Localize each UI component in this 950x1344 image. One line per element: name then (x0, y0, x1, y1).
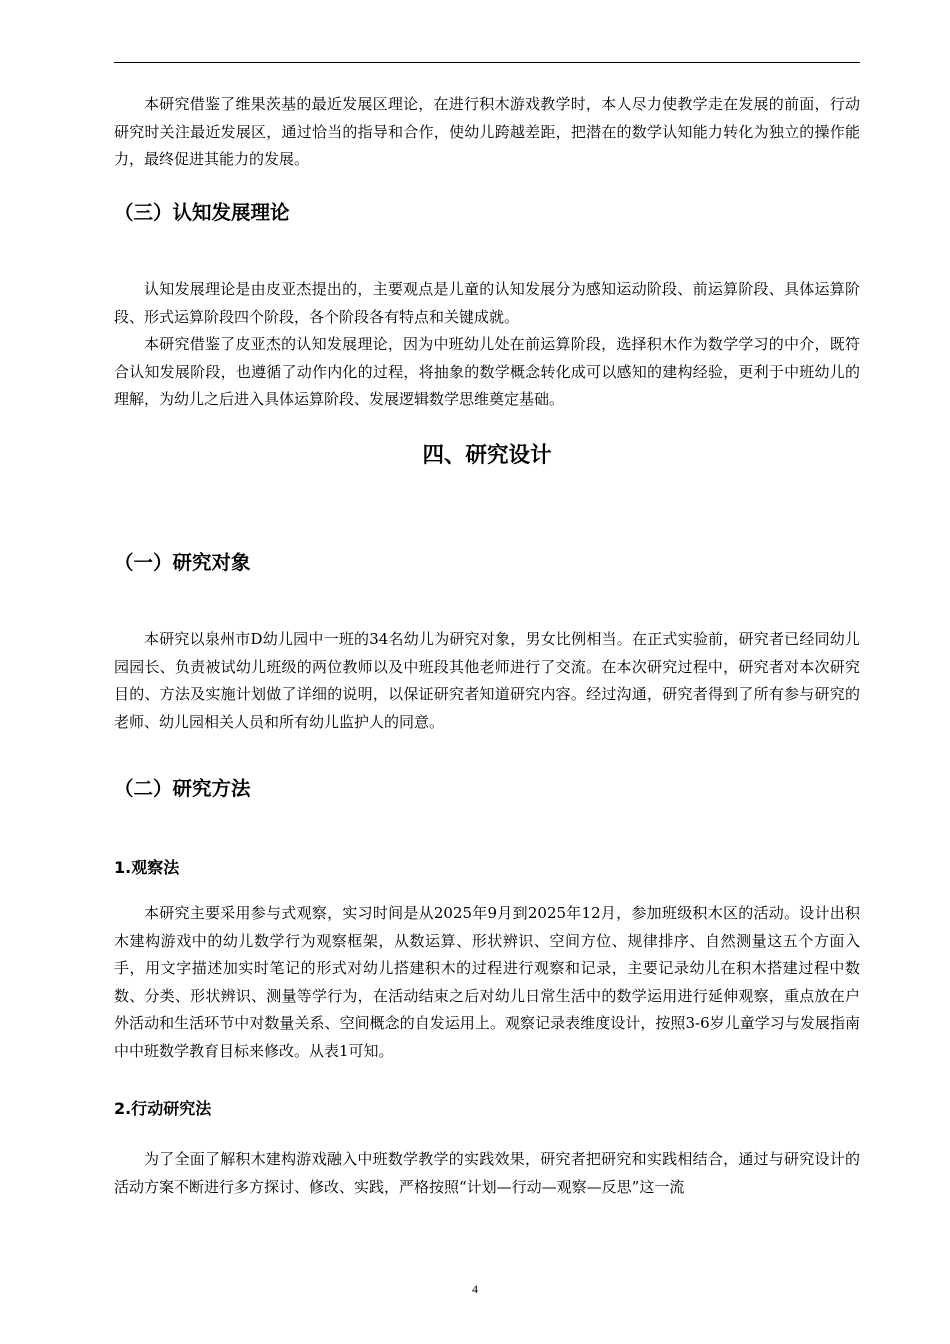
paragraph-action-research (114, 1146, 860, 1201)
heading-text: （三）认知发展理论 (114, 201, 290, 224)
chapter-heading-research-design (114, 442, 860, 470)
paragraph-zpd (114, 91, 860, 174)
page-number: 4 (472, 1282, 478, 1296)
heading-text: 2.行动研究法 (114, 1099, 212, 1118)
paragraph-text: 为了全面了解积木建构游戏融入中班数学教学的实践效果，研究者把研究和实践相结合，通过与研究设计的活动方案不断进行多方探讨、修改、实践，严格按照“计划—行动—观察—反思”这一流 (114, 1150, 860, 1196)
paragraph-text: 认知发展理论是由皮亚杰提出的，主要观点是儿童的认知发展分为感知运动阶段、前运算阶段、具体运算阶段、形式运算阶段四个阶段，各个阶段各有特点和关键成就。 (114, 280, 860, 326)
heading-text: （一）研究对象 (114, 551, 251, 574)
heading-text: （二）研究方法 (114, 777, 251, 800)
paragraph-text: 本研究主要采用参与式观察，实习时间是从2025年9月到2025年12月，参加班级积木区的活动。设计出积木建构游戏中的幼儿数学行为观察框架，从数运算、形状辨识、空间方位、规律排序、自然测量这五个方面入手，用文字描述加实时笔记的形式对幼儿搭建积木的过程进行观察和记录，主要记录幼儿在积木搭建过程中数数、分类、形状辨识、测量等学行为，在活动结束之后对幼儿日常生活中的数学运用进行延伸观察，重点放在户外活动和生活环节中对数量关系、空间概念的自发运用上。观察记录表维度设计，按照3-6岁儿童学习与发展指南中中班数学教育目标来修改。从表1可知。 (114, 904, 860, 1060)
paragraph-text: 本研究借鉴了维果茨基的最近发展区理论，在进行积木游戏教学时，本人尽力使教学走在发展的前面，行动研究时关注最近发展区，通过恰当的指导和合作，使幼儿跨越差距，把潜在的数学认知能力转化为独立的操作能力，最终促进其能力的发展。 (114, 95, 860, 168)
header-rule (114, 62, 860, 63)
paragraph-research-subjects (114, 626, 860, 736)
heading-text: 1.观察法 (114, 858, 180, 877)
paragraph-text: 本研究以泉州市D幼儿园中一班的34名幼儿为研究对象，男女比例相当。在正式实验前，研究者已经同幼儿园园长、负责被试幼儿班级的两位教师以及中班段其他老师进行了交流。在本次研究过程中，研究者对本次研究目的、方法及实施计划做了详细的说明，以保证研究者知道研究内容。经过沟通，研究者得到了所有参与研究的老师、幼儿园相关人员和所有幼儿监护人的同意。 (114, 630, 860, 731)
paragraph-observation-method (114, 900, 860, 1065)
subheading-action-research (114, 1098, 860, 1120)
subheading-observation (114, 857, 860, 879)
paragraph-text: 本研究借鉴了皮亚杰的认知发展理论，因为中班幼儿处在前运算阶段，选择积木作为数学学习的中介，既符合认知发展阶段，也遵循了动作内化的过程，将抽象的数学概念转化成可以感知的建构经验，更利于中班幼儿的理解，为幼儿之后进入具体运算阶段、发展逻辑数学思维奠定基础。 (114, 335, 860, 408)
section-heading-cognitive-theory (114, 200, 860, 226)
section-heading-research-methods (114, 776, 860, 802)
paragraph-piaget-stages (114, 276, 860, 414)
section-heading-research-subjects (114, 550, 860, 576)
heading-text: 四、研究设计 (422, 443, 552, 468)
